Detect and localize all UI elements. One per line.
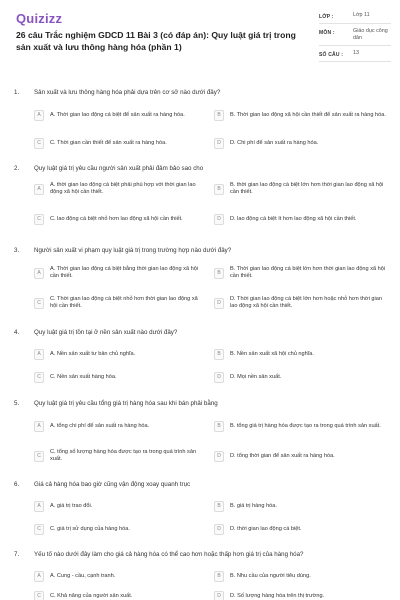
option-d[interactable] — [214, 587, 390, 600]
option-letter: C — [34, 591, 44, 600]
option-b[interactable] — [214, 106, 390, 124]
meta-key-grade: LỚP : — [319, 14, 334, 20]
question-text: Quy luật giá trị yêu cầu người sản xuất phải đảm bảo sao cho — [34, 165, 204, 172]
option-text: C. lao động cá biệt nhỏ hơn lao động xã hội cần thiết. — [50, 215, 183, 222]
option-c[interactable] — [34, 587, 206, 600]
meta-value-grade: Lớp 11 — [353, 12, 370, 18]
option-c[interactable] — [34, 134, 206, 152]
question-number: 2. — [14, 165, 20, 172]
option-text: C. tổng số lượng hàng hóa được tạo ra trong quá trình sản xuất. — [50, 449, 197, 462]
meta-row-count — [319, 50, 391, 62]
option-b[interactable] — [214, 567, 390, 585]
option-letter: D — [214, 524, 224, 535]
option-letter: B — [214, 110, 224, 121]
option-letter: D — [214, 214, 224, 225]
option-letter: C — [34, 372, 44, 383]
option-letter: D — [214, 451, 224, 462]
option-d[interactable] — [214, 520, 390, 538]
question-number: 1. — [14, 89, 20, 96]
option-d[interactable] — [214, 368, 390, 386]
option-letter: B — [214, 184, 224, 195]
option-a[interactable] — [34, 264, 206, 282]
option-c[interactable] — [34, 210, 206, 228]
option-letter: B — [214, 571, 224, 582]
worksheet-title: 26 câu Trắc nghiệm GDCD 11 Bài 3 (có đáp án): Quy luật giá trị trong sản xuất và lưu thông hàng hóa (phần 1) — [16, 30, 296, 52]
option-text: A. giá trị trao đổi. — [50, 502, 93, 509]
meta-key-count: SỐ CÂU : — [319, 52, 344, 58]
option-text: D. Mọi nền sản xuất. — [230, 373, 282, 380]
worksheet-header — [0, 0, 400, 82]
option-d[interactable] — [214, 210, 390, 228]
option-letter: C — [34, 214, 44, 225]
question-text: Quy luật giá trị tồn tại ở nền sản xuất nào dưới đây? — [34, 329, 178, 336]
option-text: D. Thời gian lao động cá biệt lớn hơn hoặc nhỏ hơn thời gian lao động xã hội cần thiết. — [230, 296, 382, 309]
option-c[interactable] — [34, 368, 206, 386]
option-b[interactable] — [214, 345, 390, 363]
question-text: Sản xuất và lưu thông hàng hóa phải dựa trên cơ sở nào dưới đây? — [34, 89, 221, 96]
option-letter: A — [34, 421, 44, 432]
option-letter: D — [214, 138, 224, 149]
option-text: A. thời gian lao động cá biệt phải phù hợp với thời gian lao động xã hội cần thiết. — [50, 182, 196, 195]
option-text: C. Thời gian lao động cá biệt nhỏ hơn thời gian lao động xã hội cần thiết. — [50, 296, 198, 309]
meta-value-subject: Giáo dục công dân — [353, 28, 388, 41]
meta-key-subject: MÔN : — [319, 30, 335, 36]
option-letter: B — [214, 268, 224, 279]
option-letter: D — [214, 298, 224, 309]
question-number: 3. — [14, 247, 20, 254]
option-d[interactable] — [214, 447, 390, 465]
option-d[interactable] — [214, 134, 390, 152]
option-text: D. thời gian lao động cá biệt. — [230, 525, 302, 532]
option-text: A. Nền sản xuất tư bản chủ nghĩa. — [50, 350, 136, 357]
option-text: A. tổng chi phí để sản xuất ra hàng hóa. — [50, 422, 150, 429]
meta-row-subject — [319, 28, 391, 46]
question-number: 5. — [14, 400, 20, 407]
option-letter: A — [34, 268, 44, 279]
option-text: D. lao động cá biệt ít hơn lao động xã hội cần thiết. — [230, 215, 357, 222]
option-text: A. Thời gian lao động cá biệt để sản xuất ra hàng hóa. — [50, 111, 185, 118]
option-text: C. Thời gian cần thiết để sản xuất ra hàng hóa. — [50, 139, 167, 146]
option-text: B. Thời gian lao động cá biệt lớn hơn thời gian lao động xã hội cần thiết. — [230, 266, 386, 279]
option-letter: C — [34, 298, 44, 309]
option-b[interactable] — [214, 264, 390, 282]
option-letter: D — [214, 372, 224, 383]
meta-row-grade — [319, 12, 391, 24]
option-letter: B — [214, 501, 224, 512]
option-text: A. Thời gian lao động cá biệt bằng thời gian lao động xã hội cần thiết. — [50, 266, 199, 279]
worksheet-meta — [319, 12, 391, 66]
option-text: C. giá trị sử dụng của hàng hóa. — [50, 525, 130, 532]
option-c[interactable] — [34, 294, 206, 312]
meta-value-count: 13 — [353, 50, 359, 56]
option-letter: C — [34, 138, 44, 149]
question-number: 6. — [14, 481, 20, 488]
option-text: B. thời gian lao động cá biệt lớn hơn thời gian lao động xã hội cần thiết. — [230, 182, 384, 195]
question-text: Giá cả hàng hóa bao giờ cũng vận động xoay quanh trục — [34, 481, 191, 488]
option-text: C. Khả năng của người sản xuất. — [50, 592, 133, 599]
option-text: A. Cung - cầu, cạnh tranh. — [50, 572, 116, 579]
option-b[interactable] — [214, 417, 390, 435]
option-text: B. Thời gian lao động xã hội cần thiết để sản xuất ra hàng hóa. — [230, 111, 386, 118]
option-text: B. tổng giá trị hàng hóa được tạo ra trong quá trình sản xuất. — [230, 422, 381, 429]
option-letter: A — [34, 110, 44, 121]
option-a[interactable] — [34, 180, 206, 198]
option-text: B. Nền sản xuất xã hội chủ nghĩa. — [230, 350, 314, 357]
question-number: 4. — [14, 329, 20, 336]
option-text: D. Số lượng hàng hóa trên thị trường. — [230, 592, 325, 599]
option-c[interactable] — [34, 520, 206, 538]
option-letter: B — [214, 421, 224, 432]
question-text: Yếu tố nào dưới đây làm cho giá cả hàng hóa có thể cao hơn hoặc thấp hơn giá trị của hàng hóa? — [34, 551, 304, 558]
option-c[interactable] — [34, 447, 206, 465]
option-a[interactable] — [34, 345, 206, 363]
option-letter: C — [34, 451, 44, 462]
option-letter: C — [34, 524, 44, 535]
option-b[interactable] — [214, 497, 390, 515]
question-text: Quy luật giá trị yêu cầu tổng giá trị hàng hóa sau khi bán phải bằng — [34, 400, 218, 407]
option-b[interactable] — [214, 180, 390, 198]
option-a[interactable] — [34, 417, 206, 435]
option-a[interactable] — [34, 497, 206, 515]
option-letter: A — [34, 571, 44, 582]
quizizz-logo: Quizizz — [16, 11, 63, 26]
question-text: Người sản xuất vi phạm quy luật giá trị trong trường hợp nào dưới đây? — [34, 247, 232, 254]
option-letter: A — [34, 184, 44, 195]
question-number: 7. — [14, 551, 20, 558]
option-letter: A — [34, 501, 44, 512]
option-text: B. giá trị hàng hóa. — [230, 502, 277, 509]
option-a[interactable] — [34, 106, 206, 124]
option-text: B. Nhu cầu của người tiêu dùng. — [230, 572, 311, 579]
option-a[interactable] — [34, 567, 206, 585]
option-text: D. Chi phí để sản xuất ra hàng hóa. — [230, 139, 319, 146]
option-d[interactable] — [214, 294, 390, 312]
option-text: D. tổng thời gian để sản xuất ra hàng hóa. — [230, 452, 335, 459]
option-text: C. Nền sản xuất hàng hóa. — [50, 373, 117, 380]
option-letter: B — [214, 349, 224, 360]
option-letter: D — [214, 591, 224, 600]
option-letter: A — [34, 349, 44, 360]
